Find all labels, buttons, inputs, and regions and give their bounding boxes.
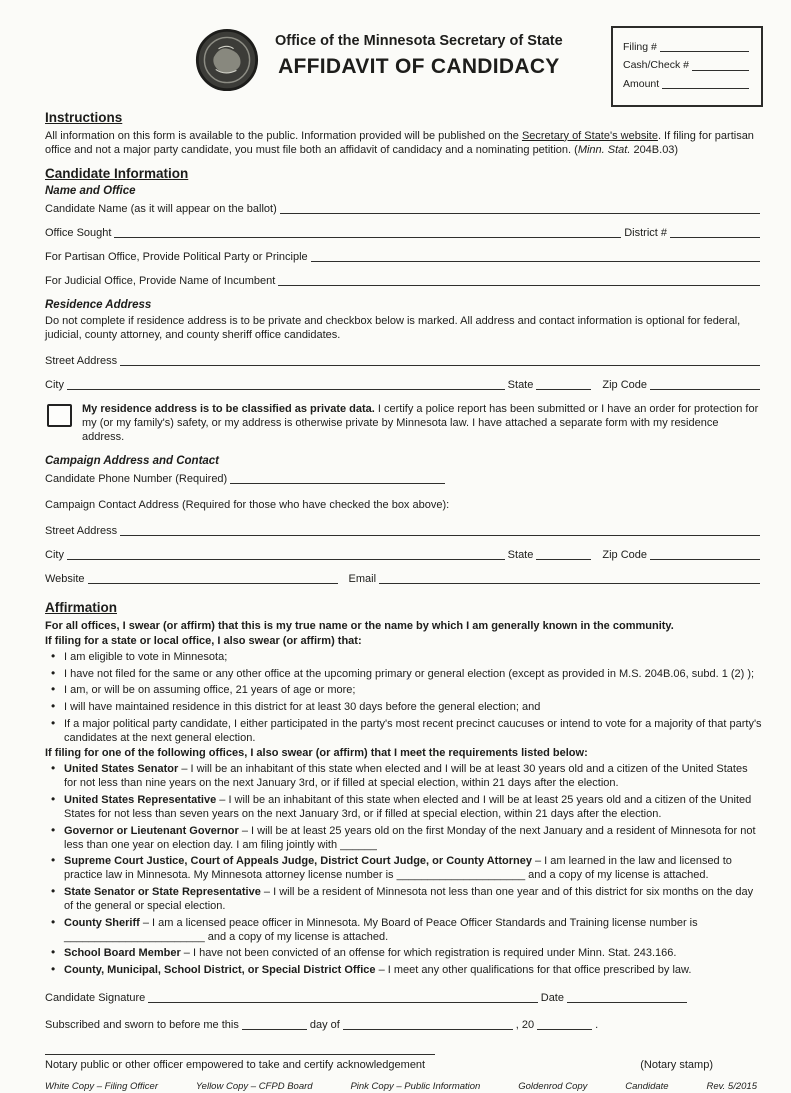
candidate-signature-row <box>45 991 690 1005</box>
name-and-office-heading: Name and Office <box>45 185 136 197</box>
notary-stamp-label: (Notary stamp) <box>640 1059 713 1072</box>
office-lead: State Senator or State Representative <box>64 886 261 898</box>
notary-section <box>45 1054 763 1072</box>
copy-distribution-footer <box>45 1081 763 1093</box>
list-item <box>49 946 763 960</box>
filing-office-box <box>611 26 763 107</box>
list-item: • I have not filed for the same or any other office at the upcoming primary or general election (except as provided in M.S. 204B.06, subd. 1 (2) ); <box>49 667 763 681</box>
list-item: • I am, or will be on assuming office, 21 years of age or more; <box>49 683 763 697</box>
partisan-office-row <box>45 250 763 264</box>
filing-number-blank[interactable] <box>660 49 749 52</box>
campaign-city-blank[interactable] <box>67 557 505 560</box>
list-item <box>49 963 763 977</box>
footer-item: Candidate <box>625 1081 669 1093</box>
candidate-signature-blank[interactable] <box>148 1000 537 1003</box>
candidate-name-blank[interactable] <box>280 211 760 214</box>
office-lead: United States Representative <box>64 794 217 807</box>
sworn-day-of-label: day of <box>309 1019 340 1032</box>
office-rest: – I am learned in the law and licensed to practice law in Minnesota. My Minnesota attorney license number is _____________________ and a copy of my license is attached. <box>64 855 732 882</box>
judicial-office-row <box>45 274 763 288</box>
sworn-year-label: , 20 <box>515 1019 535 1032</box>
statute-reference: Minn. Stat. <box>577 143 631 156</box>
instructions-seg1: All information on this form is available to the public. Information provided will be published on the <box>45 129 522 142</box>
list-item <box>49 885 763 913</box>
filing-number-label: Filing # <box>623 41 657 53</box>
residence-note: Do not complete if residence address is to be private and checkbox below is marked. All address and contact information is optional for federal, judicial, county attorney, and county sheriff office candidates. <box>45 314 741 341</box>
residence-zip-label: Zip Code <box>602 378 647 391</box>
date-blank[interactable] <box>567 1000 687 1003</box>
office-rest: – I will be an inhabitant of this state when elected and I will be at least 30 years old and a citizen of the United States for not less than nine years on the next January 3rd, or if filled at special election, within 21 days after the election. <box>64 763 748 790</box>
notary-caption: Notary public or other officer empowered to take and certify acknowledgement <box>45 1054 435 1072</box>
sworn-period: . <box>595 1019 599 1032</box>
affirmation-all-offices: For all offices, I swear (or affirm) that this is my true name or the name by which I am generally known in the community. <box>45 619 674 632</box>
residence-city-blank[interactable] <box>67 387 505 390</box>
political-party-label: For Partisan Office, Provide Political Party or Principle <box>45 250 308 263</box>
instructions-seg3: 204B.03) <box>630 143 679 156</box>
office-rest: – I am a licensed peace officer in Minnesota. My Board of Peace Officer Standards and Training license number is _______________________ and a copy of my license is attached. <box>64 916 698 943</box>
instructions-seg2: . If filing for partisan office and not a major party candidate, you must file both an affidavit of candidacy and a nominating petition. ( <box>45 129 754 156</box>
campaign-city-label: City <box>45 549 64 562</box>
office-rest: – I meet any other qualifications for that office prescribed by law. <box>375 963 692 976</box>
office-requirements-list <box>45 762 763 977</box>
instructions-heading: Instructions <box>45 110 123 126</box>
sos-website-link[interactable]: Secretary of State's website <box>521 129 658 142</box>
candidate-name-row <box>45 202 763 216</box>
list-item <box>49 793 763 821</box>
campaign-zip-blank[interactable] <box>650 557 760 560</box>
residence-city-row <box>45 378 763 392</box>
footer-item: Yellow Copy – CFPD Board <box>195 1081 313 1093</box>
list-item <box>49 854 763 882</box>
political-party-blank[interactable] <box>311 259 760 262</box>
amount-label: Amount <box>623 77 660 90</box>
cash-check-blank[interactable] <box>692 68 749 71</box>
residence-city-label: City <box>45 378 64 391</box>
sworn-row <box>45 1018 605 1032</box>
general-affirmation-list <box>45 650 763 744</box>
office-sought-row <box>45 226 763 240</box>
private-data-text <box>82 402 763 444</box>
list-item: • I am eligible to vote in Minnesota; <box>49 650 763 664</box>
website-label: Website <box>45 573 85 586</box>
amount-blank[interactable] <box>662 86 749 89</box>
affirmation-offices-intro: If filing for one of the following offices, I also swear (or affirm) that I meet the requirements listed below: <box>45 746 588 759</box>
campaign-state-label: State <box>507 549 534 562</box>
office-rest: – I have not been convicted of an offense for which registration is required under Minn. Stat. 243.166. <box>180 947 677 960</box>
candidate-signature-label: Candidate Signature <box>45 991 146 1004</box>
minnesota-state-seal-icon <box>195 28 259 96</box>
page-title: AFFIDAVIT OF CANDIDACY <box>278 54 560 78</box>
affirmation-heading: Affirmation <box>45 600 117 616</box>
candidate-name-label: Candidate Name (as it will appear on the ballot) <box>45 202 277 215</box>
office-sought-label: Office Sought <box>45 226 112 239</box>
sworn-day-blank[interactable] <box>242 1027 307 1030</box>
website-blank[interactable] <box>88 581 338 584</box>
office-sought-blank[interactable] <box>114 235 621 238</box>
affirmation-state-local-intro: If filing for a state or local office, I also swear (or affirm) that: <box>45 634 362 647</box>
sworn-pre-text: Subscribed and sworn to before me this <box>45 1019 239 1032</box>
candidate-information-heading: Candidate Information <box>45 165 189 181</box>
agency-name: Office of the Minnesota Secretary of State <box>275 33 563 49</box>
campaign-street-label: Street Address <box>45 525 118 538</box>
office-lead: County, Municipal, School District, or Special District Office <box>64 963 376 976</box>
list-item <box>49 916 763 944</box>
footer-revision: Rev. 5/2015 <box>706 1081 757 1093</box>
phone-row <box>45 472 490 486</box>
residence-state-label: State <box>507 378 534 391</box>
residence-zip-blank[interactable] <box>650 387 760 390</box>
campaign-contact-note: Campaign Contact Address (Required for those who have checked the box above): <box>45 499 450 512</box>
office-lead: County Sheriff <box>64 916 140 929</box>
private-data-checkbox[interactable] <box>47 404 72 427</box>
private-data-bold: My residence address is to be classified as private data. <box>82 403 375 416</box>
office-lead: Supreme Court Justice, Court of Appeals Judge, District Court Judge, or County Attorney <box>64 855 532 868</box>
office-rest: – I will be a resident of Minnesota not less than one year and of this district for six months on the day of the general or special election. <box>64 886 754 913</box>
campaign-zip-label: Zip Code <box>602 549 647 562</box>
incumbent-name-label: For Judicial Office, Provide Name of Incumbent <box>45 274 276 287</box>
instructions-text <box>45 129 763 157</box>
website-email-row <box>45 572 763 586</box>
campaign-street-blank[interactable] <box>120 533 760 536</box>
campaign-contact-heading: Campaign Address and Contact <box>45 455 220 468</box>
office-rest: – I will be at least 25 years old on the first Monday of the next January and a resident of Minnesota for not less than one year on election day. I am filing jointly with ______ <box>64 824 756 851</box>
phone-blank[interactable] <box>230 481 445 484</box>
list-item: • If a major political party candidate, I either participated in the party's most recent precinct caucuses or intend to vote for a majority of that party's candidates at the next general election. <box>49 717 763 745</box>
cash-check-label: Cash/Check # <box>623 59 689 72</box>
residence-address-heading: Residence Address <box>45 299 152 312</box>
email-blank[interactable] <box>379 581 760 584</box>
footer-item: White Copy – Filing Officer <box>45 1081 158 1093</box>
office-lead: Governor or Lieutenant Governor <box>64 824 239 837</box>
form-header <box>45 26 763 107</box>
sworn-year-blank[interactable] <box>537 1027 592 1030</box>
private-data-row <box>45 402 763 444</box>
campaign-street-row <box>45 524 763 538</box>
residence-street-label: Street Address <box>45 354 118 367</box>
district-number-blank[interactable] <box>670 235 760 238</box>
list-item: • I will have maintained residence in this district for at least 30 days before the general election; and <box>49 700 763 714</box>
campaign-state-blank[interactable] <box>536 557 591 560</box>
district-number-label: District # <box>624 226 667 239</box>
office-lead: School Board Member <box>64 947 181 960</box>
list-item <box>49 824 763 852</box>
residence-street-row <box>45 354 763 368</box>
list-item <box>49 762 763 790</box>
footer-item: Goldenrod Copy <box>518 1081 588 1093</box>
email-label: Email <box>348 573 377 586</box>
footer-item: Pink Copy – Public Information <box>350 1081 481 1093</box>
residence-street-blank[interactable] <box>120 363 760 366</box>
date-label: Date <box>540 991 564 1004</box>
sworn-month-blank[interactable] <box>343 1027 513 1030</box>
office-lead: United States Senator <box>64 763 179 776</box>
office-rest: – I will be an inhabitant of this state when elected and I will be at least 25 years old and a citizen of the United States for not less than seven years on the next January 3rd, or if filled at special election, within 21 days after the election. <box>64 794 752 821</box>
phone-label: Candidate Phone Number (Required) <box>45 473 228 486</box>
incumbent-name-blank[interactable] <box>278 283 760 286</box>
residence-state-blank[interactable] <box>536 387 591 390</box>
private-data-rest: I certify a police report has been submitted or I have an order for protection for my (or my family's) safety, or my address is otherwise private by Minnesota law. I have attached a separate form with my residence address. <box>82 403 759 444</box>
campaign-city-row <box>45 548 763 562</box>
